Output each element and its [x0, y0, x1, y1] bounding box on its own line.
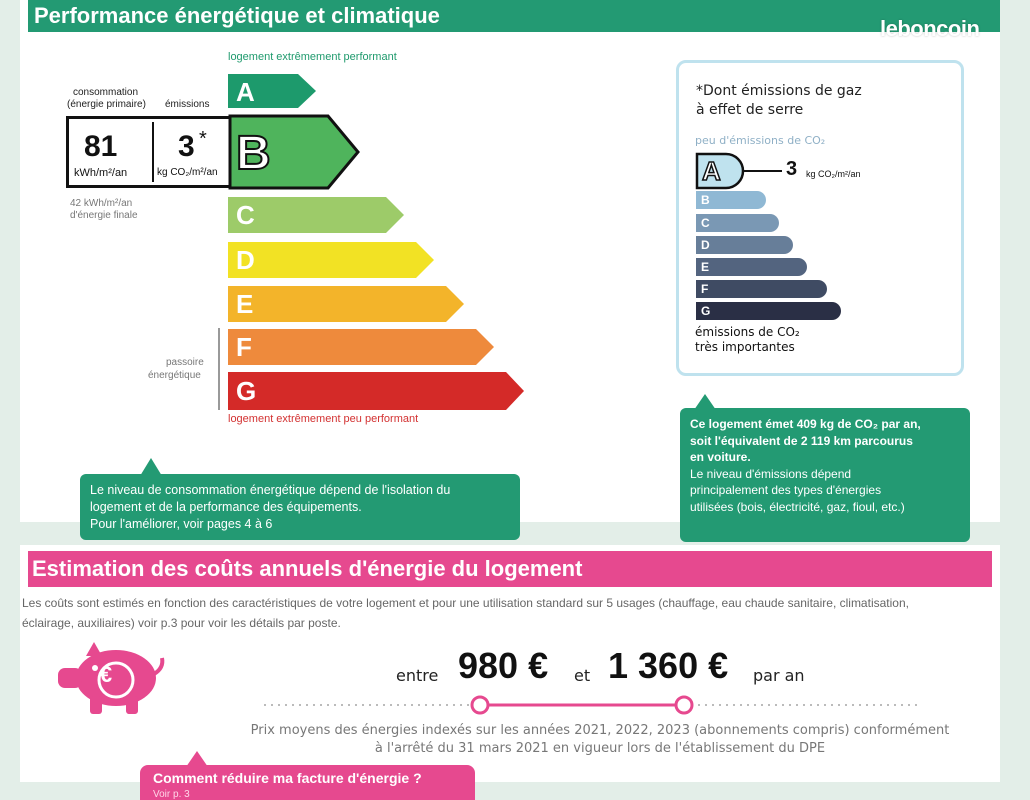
ghg-callout-line4: Le niveau d'émissions dépend — [690, 466, 852, 481]
energy-callout-line3: Pour l'améliorer, voir pages 4 à 6 — [90, 517, 273, 531]
range-between-label: entre — [396, 666, 439, 685]
emissions-unit: kg CO₂/m²/an — [157, 167, 218, 178]
energy-callout-line2: logement et de la performance des équipements. — [90, 500, 362, 514]
ghg-class-e-letter: E — [701, 260, 710, 274]
range-and-label: et — [574, 666, 591, 685]
prices-note-line2: à l'arrêté du 31 mars 2021 en vigueur lors de l'établissement du DPE — [374, 741, 826, 756]
ghg-callout-bold2: soit l'équivalent de 2 119 km parcourus — [690, 433, 913, 448]
costs-description-line1: Les coûts sont estimés en fonction des caractéristiques de votre logement et pour une utilisation standard sur 5 usages (chauffage, eau chaude sanitaire, climatisation, — [22, 596, 909, 610]
energy-callout-line1: Le niveau de consommation énergétique dépend de l'isolation du — [90, 483, 451, 497]
energy-class-b-letter: B — [236, 127, 271, 180]
ghg-class-d-letter: D — [701, 238, 710, 252]
ghg-callout-bold3: en voiture. — [690, 450, 751, 464]
cost-range-min-marker — [472, 697, 488, 713]
ghg-class-f-letter: F — [701, 282, 709, 296]
leboncoin-logo: leboncoin — [880, 16, 980, 41]
page-title: Performance énergétique et climatique — [28, 0, 1000, 32]
cost-min-value: 980 € — [458, 645, 549, 686]
consumption-unit: kWh/m²/an — [74, 167, 128, 179]
cost-max-value: 1 360 € — [608, 645, 729, 686]
emissions-value: 3 — [178, 130, 195, 163]
ghg-class-b-letter: B — [701, 193, 710, 207]
energy-class-c-letter: C — [236, 200, 255, 230]
ghg-title-line2: à effet de serre — [696, 102, 804, 118]
reduce-bill-title: Comment réduire ma facture d'énergie ? — [153, 770, 422, 786]
energy-class-a-letter: A — [236, 77, 255, 107]
ghg-callout-line6: utilisées (bois, électricité, gaz, fioul, etc.) — [690, 499, 905, 514]
consumption-value: 81 — [84, 130, 118, 163]
emissions-star: * — [199, 128, 207, 150]
cost-range-max-marker — [676, 697, 692, 713]
consumption-sub-label: (énergie primaire) — [67, 99, 146, 110]
ghg-class-a-letter: A — [702, 156, 721, 186]
bottom-performance-label: logement extrêmement peu performant — [228, 413, 419, 425]
final-energy-value: 42 kWh/m²/an — [70, 198, 133, 209]
emissions-label: émissions — [165, 99, 210, 110]
top-performance-label: logement extrêmement performant — [228, 51, 397, 63]
ghg-class-c-letter: C — [701, 216, 710, 230]
ghg-high-label-line1: émissions de CO₂ — [695, 325, 800, 339]
energy-class-g-letter: G — [236, 376, 257, 406]
ghg-title-line1: *Dont émissions de gaz — [696, 83, 862, 99]
energy-class-f-letter: F — [236, 332, 252, 362]
energy-class-e-letter: E — [236, 289, 254, 319]
costs-title: Estimation des coûts annuels d'énergie du logement — [28, 551, 992, 587]
ghg-low-label: peu d'émissions de CO₂ — [695, 134, 826, 147]
passoire-label-line1: passoire — [166, 357, 204, 368]
ghg-class-g-letter: G — [701, 304, 711, 318]
passoire-label-line2: énergétique — [148, 370, 201, 381]
prices-note — [230, 722, 970, 758]
prices-note-line1: Prix moyens des énergies indexés sur les années 2021, 2022, 2023 (abonnements compris) conformément — [250, 723, 950, 738]
ghg-callout-bold1: Ce logement émet 409 kg de CO₂ par an, — [690, 417, 921, 431]
reduce-bill-subtitle: Voir p. 3 — [153, 789, 190, 800]
ghg-high-label-line2: très importantes — [695, 340, 795, 354]
energy-class-d-letter: D — [236, 245, 255, 275]
final-energy-label: d'énergie finale — [70, 210, 138, 221]
ghg-current-unit: kg CO₂/m²/an — [806, 169, 861, 179]
ghg-callout-line5: principalement des types d'énergies — [690, 483, 882, 497]
reduce-bill-callout[interactable] — [140, 765, 475, 800]
ghg-current-value: 3 — [786, 158, 798, 180]
costs-description-line2: éclairage, auxiliaires) voir p.3 pour voir les détails par poste. — [22, 616, 341, 630]
consumption-label: consommation — [73, 87, 139, 98]
per-year-label: par an — [753, 666, 805, 685]
euro-symbol: € — [99, 662, 113, 687]
